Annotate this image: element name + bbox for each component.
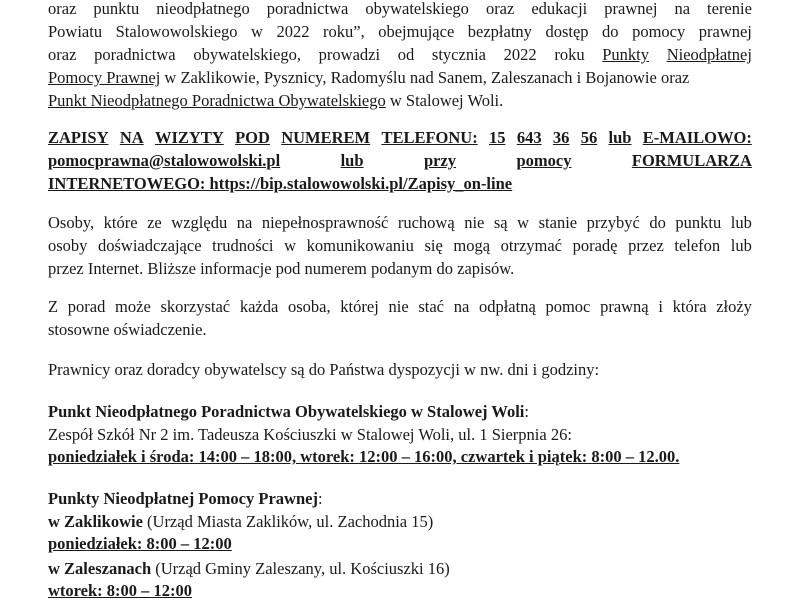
zaklikow-line	[48, 510, 752, 534]
word: WIZYTY	[154, 128, 224, 147]
word: stać	[418, 297, 444, 316]
word: Osoby,	[48, 213, 95, 232]
citizen-point-title	[48, 400, 752, 424]
word: roku	[554, 45, 585, 64]
word: pomocprawna@stalowowolski.pl	[48, 151, 281, 170]
word: stycznia	[431, 45, 486, 64]
word: pomocy	[516, 151, 572, 170]
word: oraz	[48, 45, 77, 64]
intro-line-5	[48, 89, 752, 113]
word: stanie	[538, 213, 578, 232]
intro-line-5-text: w Stalowej Woli.	[385, 91, 504, 110]
word: 36	[552, 128, 570, 147]
word: prowadzi	[318, 45, 381, 64]
word: prawnej	[698, 22, 752, 41]
word: odpłatną	[478, 297, 536, 316]
word: w	[284, 236, 297, 255]
word: 643	[516, 128, 542, 147]
word: terenie	[707, 0, 752, 18]
zaleszany-address: (Urząd Gminy Zaleszany, ul. Kościuszki 16)	[151, 559, 450, 578]
word: niepełnosprawność	[261, 213, 389, 232]
word[interactable]: Punkty	[602, 45, 650, 64]
zaleszany-name: w Zaleszanach	[48, 559, 152, 578]
word: FORMULARZA	[631, 151, 752, 170]
word: obywatelskiego,	[193, 45, 301, 64]
disabled-line-2	[48, 234, 752, 258]
word: Stalowowolskiego	[115, 22, 238, 41]
word: porad	[67, 297, 106, 316]
signup-line-1	[48, 126, 752, 150]
word: lub	[608, 128, 632, 147]
word: lub	[730, 213, 752, 232]
word: TELEFONU:	[381, 128, 478, 147]
word: na	[674, 0, 691, 18]
word: 2022	[276, 22, 310, 41]
signup-line-2	[48, 149, 752, 173]
legal-aid-points-link[interactable]: Pomocy Prawnej	[48, 68, 161, 87]
eligibility-line-1	[48, 295, 752, 319]
zaleszany-line	[48, 557, 752, 581]
legal-points-title	[48, 487, 752, 511]
word: osoby	[48, 236, 88, 255]
word: roku”,	[323, 22, 365, 41]
word: oraz	[485, 0, 515, 18]
citizen-point-address: Zespół Szkół Nr 2 im. Tadeusza Kościuszki w Stalowej Woli, ul. 1 Sierpnia 26:	[48, 425, 572, 444]
word: obejmujące	[378, 22, 455, 41]
word: otrzymać	[500, 236, 562, 255]
intro-line-4-text: w Zaklikowie, Pysznicy, Radomyślu nad Sanem, Zaleszanach i Bojanowie oraz	[160, 68, 690, 87]
word: lub	[340, 151, 364, 170]
word: bezpłatny	[467, 22, 532, 41]
word: nie	[388, 297, 409, 316]
word: 56	[580, 128, 598, 147]
word: przez	[628, 236, 664, 255]
word: obywatelskiego	[365, 0, 469, 18]
word: która	[672, 297, 707, 316]
word: każda	[239, 297, 279, 316]
word: w	[517, 213, 530, 232]
word: są	[493, 213, 508, 232]
word: prawną	[600, 297, 649, 316]
word: które	[103, 213, 138, 232]
availability-line: Prawnicy oraz doradcy obywatelscy są do Państwa dyspozycji w nw. dni i godziny:	[48, 360, 600, 379]
word: poradnictwa	[266, 0, 349, 18]
zaklikow-name: w Zaklikowie	[48, 512, 143, 531]
word: 2022	[503, 45, 537, 64]
word: na	[453, 297, 470, 316]
online-signup-form-link[interactable]: INTERNETOWEGO: https://bip.stalowowolski.pl/Zapisy_on-line	[48, 174, 513, 193]
word: nieodpłatnego	[156, 0, 250, 18]
word: Powiatu	[48, 22, 103, 41]
word: doświadczające	[98, 236, 202, 255]
citizen-point-colon: :	[524, 402, 529, 421]
citizen-point-hours: poniedziałek i środa: 14:00 – 18:00, wtorek: 12:00 – 16:00, czwartek i piątek: 8:00 – 12.00.	[48, 447, 680, 466]
citizen-point-title-text: Punkt Nieodpłatnego Poradnictwa Obywatelskiego w Stalowej Woli	[48, 402, 525, 421]
word: może	[115, 297, 151, 316]
word: ze	[147, 213, 162, 232]
word: POD	[235, 128, 270, 147]
legal-points-colon: :	[317, 489, 323, 508]
word: oraz	[48, 0, 77, 18]
word: przy	[423, 151, 457, 170]
word: i	[658, 297, 663, 316]
word: komunikowaniu	[306, 236, 414, 255]
word: punktu	[93, 0, 140, 18]
word: w	[251, 22, 263, 41]
word: poradę	[572, 236, 618, 255]
eligibility-line-2: stosowne oświadczenie.	[48, 320, 207, 339]
word: edukacji	[531, 0, 588, 18]
word: mogą	[453, 236, 491, 255]
citizen-advice-point-link[interactable]: Punkt Nieodpłatnego Poradnictwa Obywatelskiego	[48, 91, 386, 110]
word: ZAPISY	[48, 128, 109, 147]
word: poradnictwa	[94, 45, 176, 64]
word: złoży	[716, 297, 752, 316]
word: na	[236, 213, 253, 232]
word: NA	[119, 128, 144, 147]
disabled-line-3: przez Internet. Bliższe informacje pod numerem podanym do zapisów.	[48, 259, 515, 278]
word: do	[649, 213, 666, 232]
word: trudności	[212, 236, 274, 255]
signup-line-3	[48, 172, 752, 196]
word: przybyć	[586, 213, 640, 232]
word: nie	[464, 213, 485, 232]
word: 15	[489, 128, 506, 147]
word: E-MAILOWO:	[642, 128, 752, 147]
word[interactable]: Nieodpłatnej	[666, 45, 752, 64]
word: od	[397, 45, 415, 64]
word: prawnej	[604, 0, 658, 18]
word: telefon	[674, 236, 721, 255]
word: lub	[730, 236, 752, 255]
zaklikow-hours: poniedziałek: 8:00 – 12:00	[48, 534, 232, 553]
word: punktu	[675, 213, 722, 232]
word: ruchową	[397, 213, 455, 232]
word: się	[424, 236, 443, 255]
zaklikow-address: (Urząd Miasta Zaklików, ul. Zachodnia 15)	[142, 512, 434, 531]
word: NUMEREM	[281, 128, 371, 147]
intro-line-1	[48, 0, 752, 21]
intro-line-3	[48, 43, 752, 67]
intro-line-4	[48, 66, 752, 90]
word: skorzystać	[160, 297, 231, 316]
legal-points-title-text: Punkty Nieodpłatnej Pomocy Prawnej	[48, 489, 318, 508]
intro-line-2	[48, 20, 752, 44]
zaleszany-hours: wtorek: 8:00 – 12:00	[48, 581, 193, 600]
word: pomocy	[632, 22, 686, 41]
word: Z	[48, 297, 59, 316]
word: do	[602, 22, 619, 41]
disabled-line-1	[48, 211, 752, 235]
word: dostęp	[545, 22, 589, 41]
word: względu	[171, 213, 228, 232]
word: osoba,	[287, 297, 331, 316]
word: której	[340, 297, 379, 316]
word: pomoc	[545, 297, 591, 316]
